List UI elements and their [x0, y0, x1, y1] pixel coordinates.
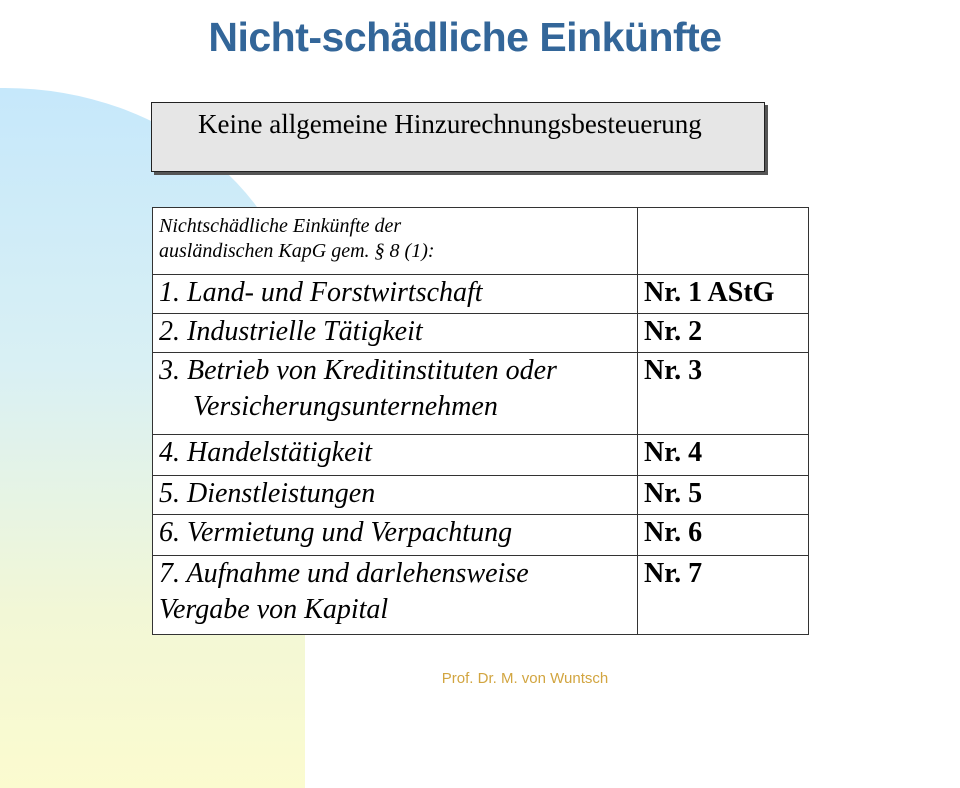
- row-label-line-1: 7. Aufnahme und darlehensweise: [159, 558, 529, 589]
- table-row: [153, 275, 809, 314]
- slide-title: Nicht-schädliche Einkünfte: [208, 14, 722, 60]
- table-header-empty-cell: [638, 208, 809, 275]
- row-label: 1. Land- und Forstwirtschaft: [153, 275, 638, 314]
- row-label: 6. Vermietung und Verpachtung: [153, 515, 638, 556]
- row-label-line-1: 3. Betrieb von Kreditinstituten oder: [159, 355, 557, 386]
- row-nr: Nr. 3: [638, 353, 809, 435]
- row-nr: Nr. 2: [638, 314, 809, 353]
- table-row: [153, 353, 809, 435]
- top-box: [151, 102, 765, 172]
- row-label: [153, 556, 638, 635]
- row-label: 5. Dienstleistungen: [153, 476, 638, 515]
- table-header-row: [153, 208, 809, 275]
- row-nr: Nr. 6: [638, 515, 809, 556]
- table-row: [153, 314, 809, 353]
- row-label: 2. Industrielle Tätigkeit: [153, 314, 638, 353]
- table-header-cell: [153, 208, 638, 275]
- row-nr: Nr. 4: [638, 435, 809, 476]
- header-line-2: ausländischen KapG gem. § 8 (1):: [159, 240, 435, 262]
- row-nr: Nr. 7: [638, 556, 809, 635]
- footer-author: Prof. Dr. M. von Wuntsch: [441, 670, 609, 687]
- row-nr: Nr. 5: [638, 476, 809, 515]
- row-label-line-2: Versicherungsunternehmen: [193, 391, 498, 422]
- row-label: 4. Handelstätigkeit: [153, 435, 638, 476]
- row-label-line-2: Vergabe von Kapital: [159, 594, 389, 625]
- table-row: [153, 435, 809, 476]
- table-row: [153, 556, 809, 635]
- header-line-1: Nichtschädliche Einkünfte der: [159, 215, 402, 237]
- row-label: [153, 353, 638, 435]
- income-table: [152, 207, 809, 635]
- table-row: [153, 476, 809, 515]
- row-nr: Nr. 1 AStG: [638, 275, 809, 314]
- table-row: [153, 515, 809, 556]
- top-box-text: Keine allgemeine Hinzurechnungsbesteuerung: [198, 109, 702, 139]
